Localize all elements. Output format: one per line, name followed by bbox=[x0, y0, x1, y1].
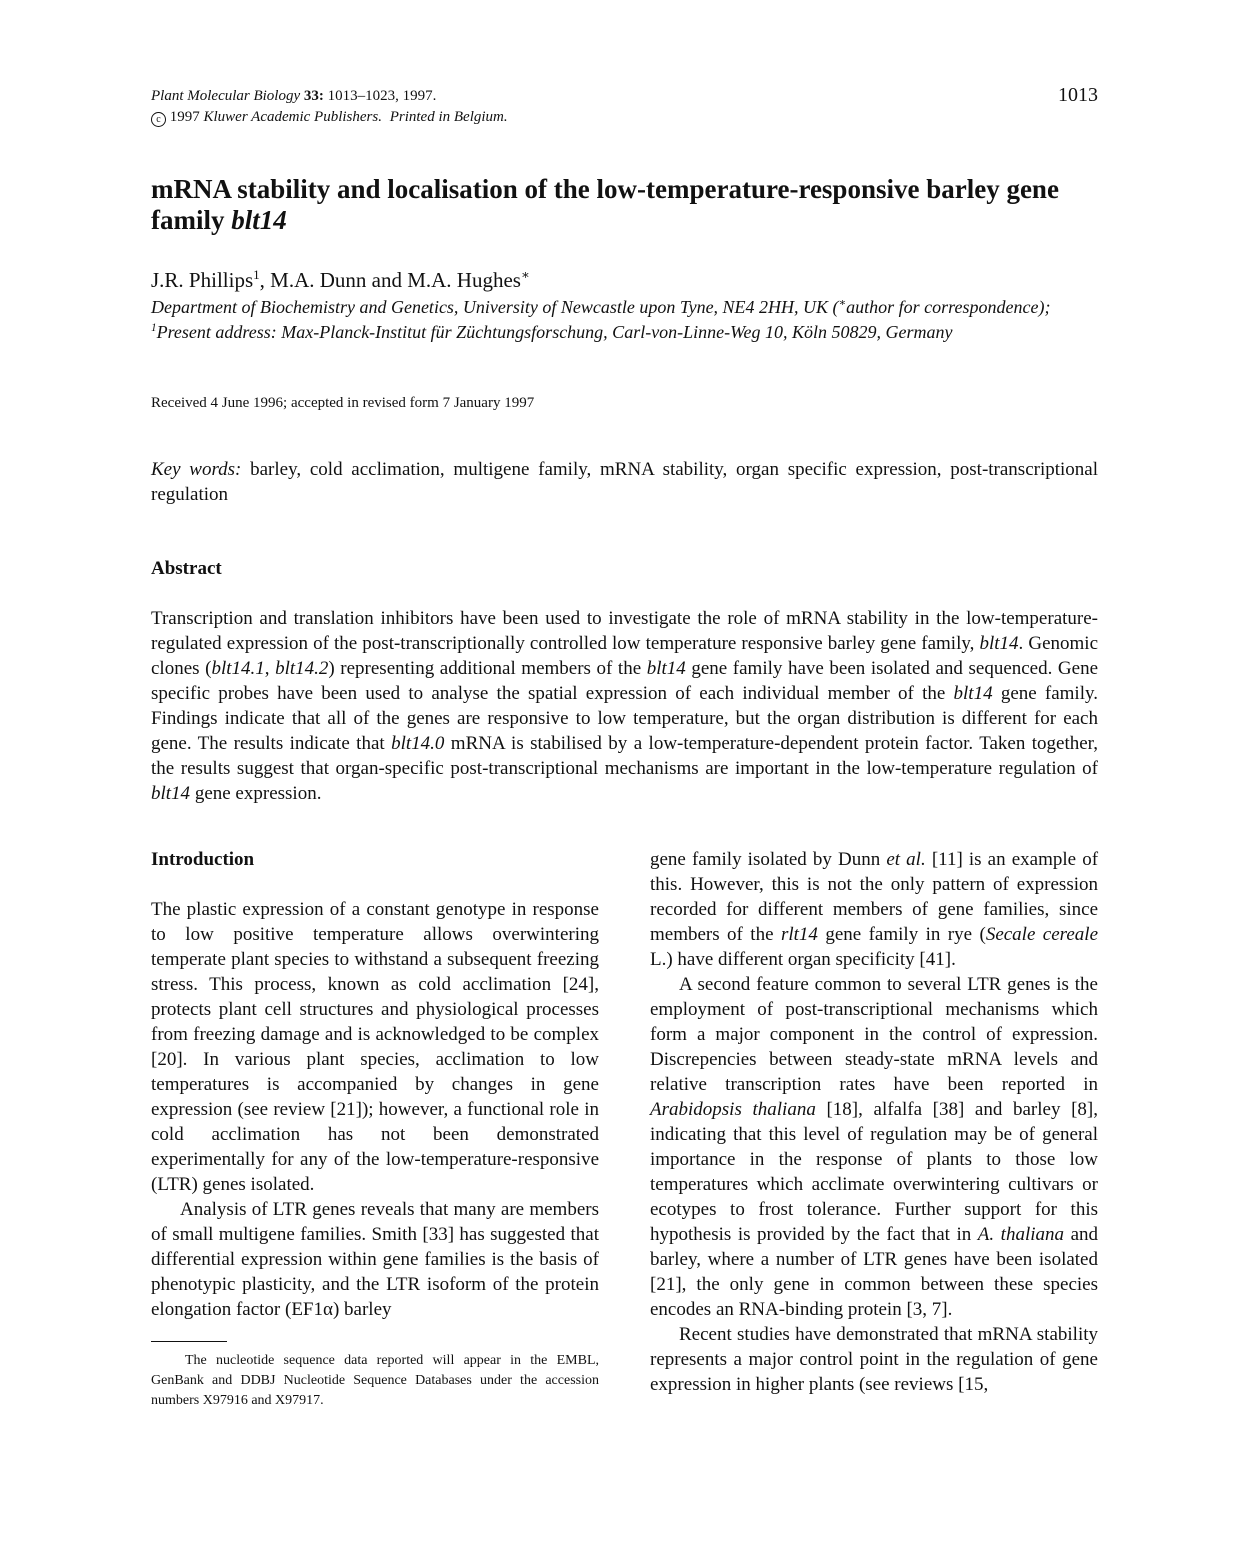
gene-name: blt14.0 bbox=[391, 733, 445, 754]
abstract-heading: Abstract bbox=[151, 558, 222, 579]
abstract-text-7: mRNA is stabilised by a low-temperature-dependent protein factor. Taken together, the results suggest that organ-specific post-transcriptional mechanisms are important in the low-temperature regulation of bbox=[151, 733, 1098, 779]
species-name: Secale cereale bbox=[985, 924, 1099, 945]
title-gene: blt14 bbox=[231, 205, 287, 235]
other-authors: , M.A. Dunn and M.A. Hughes bbox=[259, 268, 521, 292]
journal-volume: 33: bbox=[303, 88, 324, 104]
right-column bbox=[650, 847, 1098, 1397]
gene-name: blt14 bbox=[979, 633, 1019, 654]
abstract-text-2: . Genomic clones ( bbox=[151, 633, 1099, 679]
title-main: mRNA stability and localisation of the low-temperature-responsive barley gene family bbox=[151, 174, 1059, 235]
journal-name: Plant Molecular Biology bbox=[151, 88, 301, 104]
journal-pages: 1013–1023, 1997. bbox=[327, 88, 437, 104]
text-run: gene family isolated by Dunn bbox=[650, 849, 881, 870]
keywords-label: Key words: bbox=[151, 459, 242, 480]
gene-name: blt14 bbox=[151, 783, 191, 804]
introduction-heading: Introduction bbox=[151, 849, 255, 870]
intro-paragraph-2: Analysis of LTR genes reveals that many are members of small multigene families. Smith [33] has suggested that differential expression within gene families is the basis of phenotypic plasticity, and the LTR isoform of the protein elongation factor (EF1α) barley bbox=[151, 1199, 599, 1320]
gene-name: blt14.1 bbox=[211, 658, 265, 679]
intro-paragraph-3 bbox=[650, 972, 1098, 1322]
species-name: Arabidopsis thaliana bbox=[650, 1099, 816, 1120]
abstract-text-3: , bbox=[264, 658, 270, 679]
journal-citation bbox=[151, 86, 436, 107]
text-run: [18], alfalfa [38] and barley [8], indicating that this level of regulation may be of general importance in the response of plants to those low temperatures which acclimate overwintering cultivars or ecotypes to frost tolerance. Further support for this hypothesis is provided by the fact that in bbox=[650, 1099, 1099, 1245]
affiliation-part3: Present address: Max-Planck-Institut für Züchtungsforschung, Carl-von-Linne-Weg 10, Köln 50829, Germany bbox=[156, 322, 953, 342]
left-column bbox=[151, 897, 599, 1322]
footnote-text: The nucleotide sequence data reported will appear in the EMBL, GenBank and DDBJ Nucleotide Sequence Databases under the accession numbers X97916 and X97917. bbox=[151, 1353, 599, 1408]
text-run: L.) have different organ specificity [41]. bbox=[650, 949, 956, 970]
received-dates: Received 4 June 1996; accepted in revised form 7 January 1997 bbox=[151, 395, 535, 411]
keywords bbox=[151, 457, 1098, 507]
gene-name: rlt14 bbox=[780, 924, 818, 945]
abstract-text-8: gene expression. bbox=[194, 783, 322, 804]
abstract-body bbox=[151, 606, 1098, 806]
abstract-text-5: gene family have been isolated and sequenced. Gene specific probes have been used to analyse the spatial expression of each individual member of the bbox=[151, 658, 1099, 704]
text-run: [11] is an example of this. However, this is not the only pattern of expression recorded for different members of gene families, since members of the bbox=[650, 849, 1099, 945]
author-1: J.R. Phillips bbox=[151, 268, 254, 292]
publisher: Kluwer Academic Publishers. bbox=[203, 109, 382, 125]
printed-location: Printed in Belgium. bbox=[389, 109, 508, 125]
affiliation-part2: author for correspondence); bbox=[846, 297, 1051, 317]
footnote-rule bbox=[151, 1341, 227, 1342]
corresponding-mark: ∗ bbox=[520, 267, 530, 282]
author-1-mark: 1 bbox=[253, 267, 260, 282]
abstract-text-4: ) representing additional members of the bbox=[328, 658, 642, 679]
abstract-text-6: gene family. Findings indicate that all of the genes are responsive to low temperature, but the organ distribution is different for each gene. The results indicate that bbox=[151, 683, 1099, 754]
author-list bbox=[151, 266, 530, 294]
copyright-symbol: c bbox=[151, 112, 166, 127]
footnote bbox=[151, 1351, 599, 1411]
affiliation-addr-mark: 1 bbox=[151, 322, 157, 334]
affiliation-corr-mark: ∗ bbox=[838, 297, 847, 309]
affiliation bbox=[151, 295, 1091, 345]
gene-name: blt14 bbox=[953, 683, 993, 704]
species-name: A. thaliana bbox=[977, 1224, 1065, 1245]
affiliation-part1: Department of Biochemistry and Genetics, University of Newcastle upon Tyne, NE4 2HH, UK ( bbox=[151, 297, 839, 317]
intro-paragraph-1: The plastic expression of a constant genotype in response to low positive temperature allows overwintering temperate plant species to withstand a subsequent freezing stress. This process, known as cold acclimation [24], protects plant cell structures and physiological processes from freezing damage and is acknowledged to be complex [20]. In various plant species, acclimation to low temperatures is accompanied by changes in gene expression (see review [21]); however, a functional role in cold acclimation has not been demonstrated experimentally for any of the low-temperature-responsive (LTR) genes isolated. bbox=[151, 899, 599, 1195]
gene-name: blt14 bbox=[646, 658, 686, 679]
copyright-line bbox=[151, 107, 508, 128]
text-run-italic: et al. bbox=[886, 849, 926, 870]
copyright-year: 1997 bbox=[169, 109, 200, 125]
paper-title bbox=[151, 174, 1091, 236]
gene-name: blt14.2 bbox=[275, 658, 329, 679]
text-run: gene family in rye ( bbox=[825, 924, 986, 945]
abstract-text-1: Transcription and translation inhibitors have been used to investigate the role of mRNA stability in the low-temperature-regulated expression of the post-transcriptionally controlled low temperature responsive barley gene family, bbox=[151, 608, 1098, 654]
intro-paragraph-2-cont bbox=[650, 847, 1098, 972]
intro-paragraph-4: Recent studies have demonstrated that mRNA stability represents a major control point in the regulation of gene expression in higher plants (see reviews [15, bbox=[650, 1324, 1098, 1395]
text-run: and barley, where a number of LTR genes have been isolated [21], the only gene in common between these species encodes an RNA-binding protein [3, 7]. bbox=[650, 1224, 1098, 1320]
page-number: 1013 bbox=[1058, 84, 1098, 106]
text-run: A second feature common to several LTR genes is the employment of post-transcriptional mechanisms which form a major component in the control of expression. Discrepencies between steady-state mRNA levels and relative transcription rates have been reported in bbox=[650, 974, 1098, 1095]
keywords-text: barley, cold acclimation, multigene family, mRNA stability, organ specific expression, post-transcriptional regulation bbox=[151, 459, 1099, 505]
